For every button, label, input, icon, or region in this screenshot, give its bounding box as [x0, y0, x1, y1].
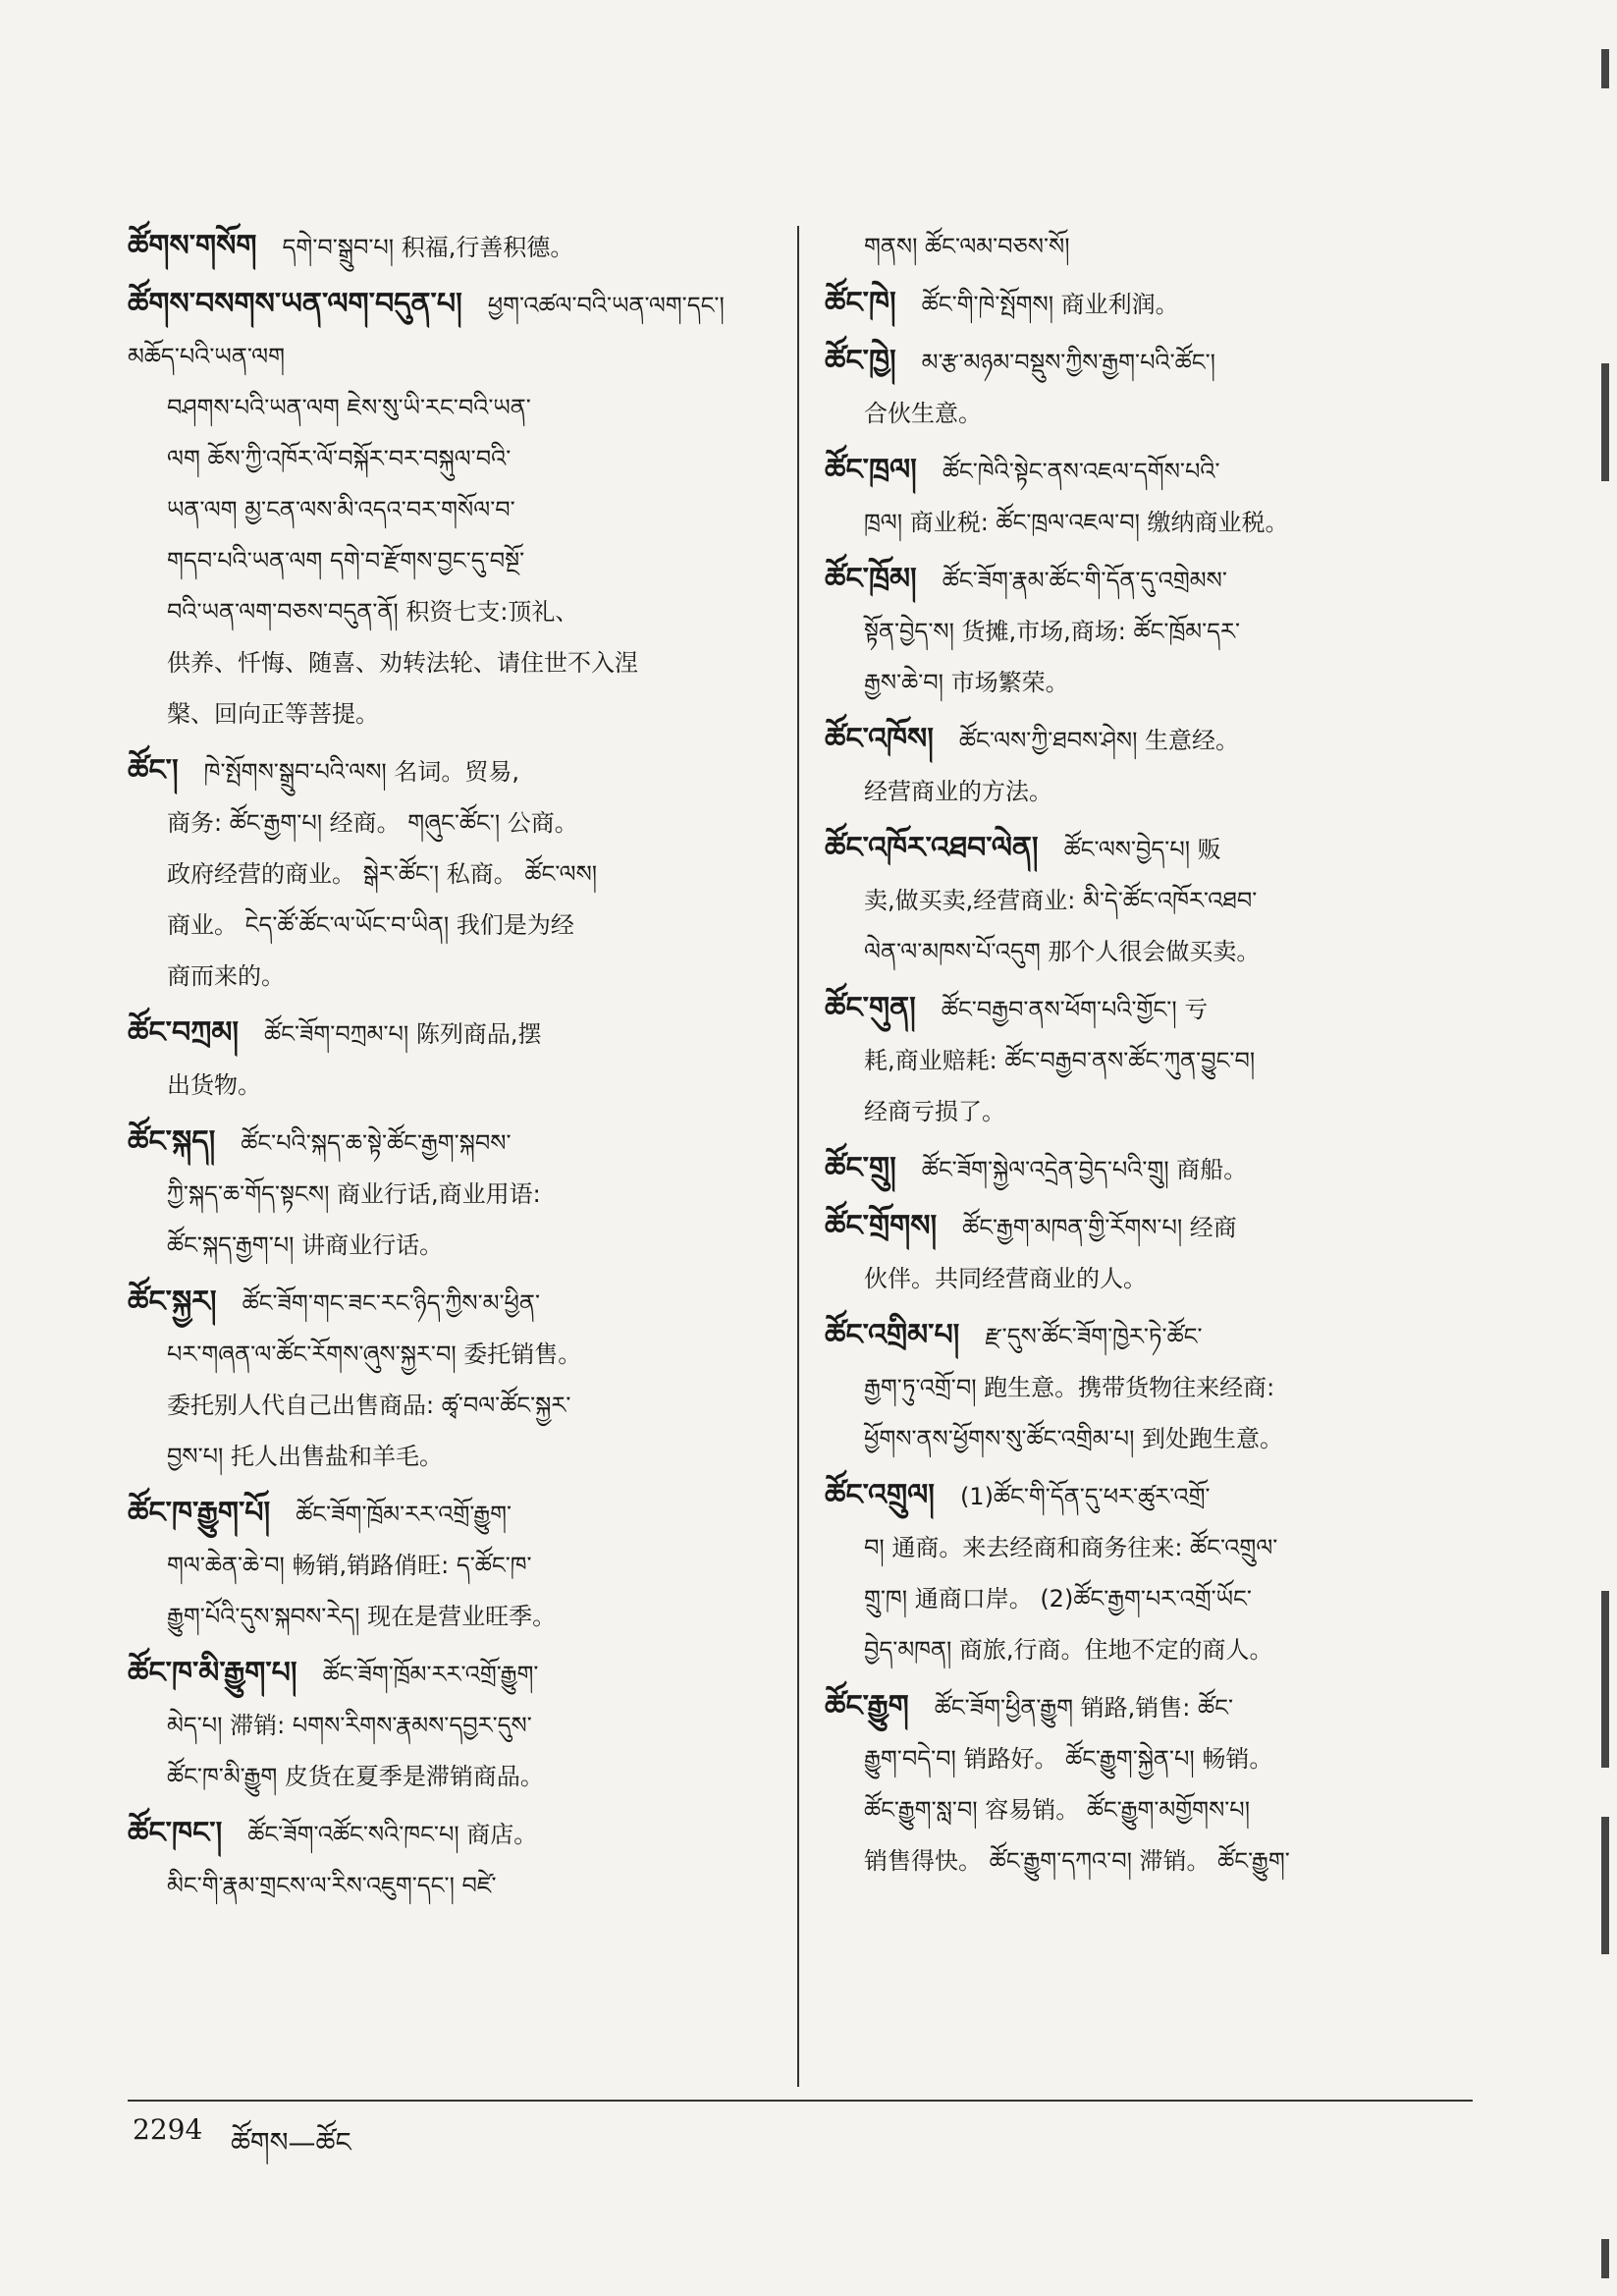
entry-text: རྒྱས་ཆེ་བ། 市场繁荣。	[864, 669, 1069, 696]
entry-line	[825, 657, 1453, 708]
entry-headword: ཚོང་འཁོར་འཐབ་ལེན།	[825, 831, 1039, 865]
dictionary-entry	[825, 983, 1453, 1137]
entry-text: ཁེ་སྤོགས་སྒྲུབ་པའི་ལས། 名词。贸易,	[203, 758, 519, 786]
entry-headword: ཚོང་ཁང་།	[128, 1816, 223, 1850]
entry-line	[128, 484, 756, 535]
entry-text: གདབ་པའི་ཡན་ལག དགེ་བ་རྫོགས་བྱང་དུ་བསྔོ་	[167, 547, 525, 574]
entry-text: ཚོང་ཟོག་རྣམ་ཚོང་གི་དོན་དུ་འགྲེམས་	[942, 567, 1227, 594]
dictionary-entry	[825, 1310, 1453, 1464]
entry-text: ལེན་ལ་མཁས་པོ་འདུག 那个人很会做买卖。	[864, 938, 1261, 965]
entry-headword: ཚོང་རྒྱུག	[825, 1689, 909, 1723]
entry-line	[825, 714, 1453, 766]
dictionary-entry	[128, 1277, 756, 1482]
entry-text: གལ་ཆེན་ཆེ་བ། 畅销,销路俏旺: ད་ཚོང་ཁ་	[167, 1552, 532, 1579]
entry-line	[128, 637, 756, 688]
column-divider	[797, 226, 799, 2087]
entry-line	[825, 1362, 1453, 1413]
entry-line	[128, 1860, 756, 1911]
entry-line	[128, 1060, 756, 1111]
entry-text: 经营商业的方法。	[864, 778, 1052, 805]
entry-text: 政府经营的商业。 སྒེར་ཚོང་། 私商。 ཚོང་ལས།	[167, 860, 598, 888]
entry-headword: ཚོང་ཁྱེ།	[825, 344, 896, 378]
entry-line	[128, 1540, 756, 1591]
entry-line	[128, 1591, 756, 1642]
entry-text: ཚོང་པའི་སྐད་ཆ་སྟེ་ཚོང་རྒྱག་སྐབས་	[241, 1129, 512, 1157]
entry-text: ཚོང་ཁེའི་སྟེང་ནས་འཇལ་དགོས་པའི་	[942, 458, 1220, 485]
entry-line	[825, 823, 1453, 875]
entry-line	[825, 1733, 1453, 1784]
entry-text: 卖,做买卖,经营商业: མི་དེ་ཚོང་འཁོར་འཐབ་	[864, 887, 1258, 914]
entry-text: ཚོང་ལས་བྱེད་པ། 贩	[1063, 836, 1221, 863]
entry-line	[825, 1035, 1453, 1086]
entry-text: ཚོང་ཟོག་བཀྲམ་པ། 陈列商品,摆	[264, 1020, 542, 1048]
entry-line	[128, 1220, 756, 1271]
entry-headword: ཚོང་ཁེ།	[825, 286, 896, 320]
entry-line	[128, 1751, 756, 1802]
dictionary-entry	[825, 714, 1453, 817]
dictionary-entry	[128, 1488, 756, 1642]
entry-line	[128, 382, 756, 433]
entry-line	[128, 1169, 756, 1220]
entry-line	[128, 688, 756, 739]
entry-line	[128, 221, 756, 273]
entry-line	[128, 1648, 756, 1700]
dictionary-entry	[825, 336, 1453, 439]
entry-text: 供养、忏悔、随喜、劝转法轮、请住世不入涅	[167, 649, 638, 677]
page-number: 2294	[133, 2113, 203, 2146]
entry-text: ཚོང་ཟོག་ཁྲོམ་རར་འགྲོ་རྒྱུག་	[322, 1661, 539, 1688]
entry-text: ཚོང་ཟོག་ཕྱིན་རྒྱུག 销路,销售: ཚོང་	[934, 1694, 1233, 1722]
dictionary-entry	[128, 221, 756, 273]
entry-line	[825, 606, 1453, 657]
entry-text: ཚོང་ཟོག་འཚོང་སའི་ཁང་པ། 商店。	[247, 1821, 538, 1848]
entry-text: 合伙生意。	[864, 400, 982, 427]
entry-line	[825, 1143, 1453, 1195]
entry-headword: ཚོང་ཁ་རྒྱུག་པོ།	[128, 1496, 271, 1530]
dictionary-entry	[128, 1008, 756, 1111]
entry-headword: ཚོང་སྐད།	[128, 1124, 216, 1159]
entry-line	[825, 983, 1453, 1035]
entry-headword: ཚོང་ཁ་མི་རྒྱུག་པ།	[128, 1656, 297, 1690]
dictionary-entry	[128, 1117, 756, 1271]
dictionary-entry	[825, 278, 1453, 330]
entry-text: ཚོང་རྒྱུག་སླ་བ། 容易销。 ཚོང་རྒྱུག་མགྱོགས་པ།	[864, 1796, 1251, 1824]
dictionary-entry	[825, 445, 1453, 548]
entry-line	[128, 1808, 756, 1860]
entry-line	[128, 433, 756, 484]
entry-text: ཁྲལ། 商业税: ཚོང་ཁྲལ་འཇལ་བ། 缴纳商业税。	[864, 509, 1289, 536]
entry-line	[128, 1329, 756, 1380]
entry-text: ཚོང་སྐད་རྒྱག་པ། 讲商业行话。	[167, 1231, 444, 1259]
entry-line	[128, 745, 756, 797]
entry-text: 商务: ཚོང་རྒྱག་པ། 经商。 གཞུང་ཚོང་། 公商。	[167, 809, 578, 837]
entry-text: དགེ་བ་སྒྲུབ་པ། 积福,行善积德。	[282, 234, 574, 261]
entry-line	[128, 848, 756, 900]
entry-headword: ཚོང་འགྲིམ་པ།	[825, 1318, 960, 1352]
right-column	[825, 221, 1453, 1892]
entry-line	[128, 1700, 756, 1751]
entry-text: ཕྱག་འཚལ་བའི་ཡན་ལག་དང་། མཆོད་པའི་ཡན་ལག	[128, 292, 725, 370]
entry-line	[825, 388, 1453, 439]
entry-text: པར་གཞན་ལ་ཚོང་རོགས་ཞུས་སྐྱར་བ། 委托销售。	[167, 1340, 582, 1368]
entry-line	[825, 1310, 1453, 1362]
entry-text: མ་རྩ་མཉམ་བསྡུས་ཀྱིས་རྒྱག་པའི་ཚོང་།	[921, 349, 1215, 376]
entry-text: ཚོང་བརྒྱབ་ནས་ཕོག་པའི་གྱོང་། 亏	[941, 996, 1209, 1023]
entry-text: བཤགས་པའི་ཡན་ལག ཇེས་སུ་ཡི་རང་བའི་ཡན་	[167, 394, 531, 421]
entry-line	[128, 1008, 756, 1060]
entry-line	[825, 926, 1453, 977]
entry-line	[128, 1380, 756, 1431]
dictionary-entry	[825, 1470, 1453, 1675]
entry-text: སྟོན་བྱེད་ས། 货摊,市场,商场: ཚོང་ཁྲོམ་དར་	[864, 618, 1241, 645]
entry-text: ཚོང་རྒྱག་མཁན་གྱི་རོགས་པ། 经商	[962, 1214, 1237, 1241]
entry-line	[128, 1488, 756, 1540]
entry-headword: ཚོགས་གསོག	[128, 229, 257, 263]
entry-text: 商业。 ངེད་ཚོ་ཚོང་ལ་ཡོང་བ་ཡིན། 我们是为经	[167, 911, 574, 939]
entry-headword: ཚོང་ཁྲལ།	[825, 453, 917, 487]
entry-text: ཚོང་གི་ཁེ་སྤོགས། 商业利润。	[921, 291, 1179, 318]
entry-text: བ། 通商。来去经商和商务往来: ཚོང་འགྲུལ་	[864, 1534, 1278, 1561]
entry-text: ཚོང་ཟོག་གང་ཟང་རང་ཉིད་ཀྱིས་མ་ཕྱིན་	[242, 1289, 540, 1317]
entry-text: 商而来的。	[167, 962, 285, 990]
entry-line	[825, 445, 1453, 497]
entry-headword: ཚོང་གྲུ།	[825, 1151, 896, 1185]
entry-line	[128, 1277, 756, 1329]
entry-headword: ཚོང་གྲོགས།	[825, 1209, 938, 1243]
entry-text: རྒྱུག་པོའི་དུས་སྐབས་རེད། 现在是营业旺季。	[167, 1603, 557, 1630]
entry-line	[128, 586, 756, 637]
dictionary-entry	[128, 745, 756, 1002]
entry-line	[825, 1835, 1453, 1886]
entry-text: 委托别人代自己出售商品: ཚྭ་བལ་ཚོང་སྐྱར་	[167, 1392, 571, 1419]
entry-line	[128, 279, 756, 382]
entry-headword: ཚོང་བཀྲམ།	[128, 1015, 240, 1050]
entry-headword: ཚོང་འཁོས།	[825, 722, 934, 756]
entry-text: ཀྱི་སྐད་ཆ་གོད་སྟངས། 商业行话,商业用语:	[167, 1180, 541, 1208]
entry-text: (1)ཚོང་གི་དོན་དུ་ཕར་ཚུར་འགྲོ་	[959, 1483, 1211, 1510]
left-column	[128, 221, 756, 1917]
entry-text: 伙伴。共同经营商业的人。	[864, 1265, 1147, 1292]
entry-text: ཡན་ལག མྱ་ངན་ལས་མི་འདའ་བར་གསོལ་བ་	[167, 496, 515, 523]
entry-line	[825, 221, 1453, 272]
dictionary-entry	[825, 1201, 1453, 1304]
entry-text: བྱས་པ། 托人出售盐和羊毛。	[167, 1443, 443, 1470]
entry-text: གྲུ་ཁ། 通商口岸。 (2)ཚོང་རྒྱག་པར་འགྲོ་ཡོང་	[864, 1585, 1252, 1613]
entry-line	[825, 336, 1453, 388]
entry-headword: ཚོང་གུན།	[825, 991, 916, 1025]
entry-text: བའི་ཡན་ལག་བཅས་བདུན་ནོ། 积资七支:顶礼、	[167, 598, 579, 626]
entry-text: ཚོང་ལས་ཀྱི་ཐབས་ཤེས། 生意经。	[958, 727, 1240, 754]
entry-text: རྒྱག་ཏུ་འགྲོ་བ། 跑生意。携带货物往来经商:	[864, 1374, 1275, 1401]
entry-line	[128, 900, 756, 951]
entry-line	[825, 1573, 1453, 1624]
entry-text: རྫ་དུས་ཚོང་ཟོག་ཁྱེར་ཏེ་ཚོང་	[985, 1323, 1203, 1350]
entry-headword: ཚོང་།	[128, 753, 179, 788]
entry-text: གནས། ཚོང་ལམ་བཅས་སོ།	[864, 233, 1070, 260]
entry-text: 经商亏损了。	[864, 1098, 1005, 1125]
dictionary-entry	[825, 1681, 1453, 1886]
entry-line	[825, 1413, 1453, 1464]
entry-headword: ཚོང་སྐྱར།	[128, 1285, 217, 1319]
running-head: ཚོགས—ཚོང	[231, 2126, 351, 2159]
entry-text: བྱེད་མཁན། 商旅,行商。住地不定的商人。	[864, 1636, 1273, 1664]
entry-text: མེད་པ། 滞销: པགས་རིགས་རྣམས་དབྱར་དུས་	[167, 1712, 532, 1739]
entry-line	[825, 875, 1453, 926]
dictionary-entry	[128, 1808, 756, 1911]
entry-line	[825, 1201, 1453, 1253]
entry-line	[825, 1681, 1453, 1733]
entry-line	[825, 1522, 1453, 1573]
entry-line	[128, 535, 756, 586]
entry-line	[825, 766, 1453, 817]
entry-text: ལག ཆོས་ཀྱི་འཁོར་ལོ་བསྐོར་བར་བསྐུལ་བའི་	[167, 445, 512, 472]
entry-line	[128, 1117, 756, 1169]
scan-margin-marks	[1588, 0, 1617, 2296]
entry-text: 销售得快。 ཚོང་རྒྱུག་དཀའ་བ། 滞销。 ཚོང་རྒྱུག་	[864, 1847, 1290, 1875]
entry-line	[128, 1431, 756, 1482]
entry-line	[825, 1784, 1453, 1835]
dictionary-entry	[825, 554, 1453, 708]
entry-line	[825, 1470, 1453, 1522]
dictionary-entry	[825, 221, 1453, 272]
dictionary-entry	[128, 1648, 756, 1802]
entry-text: 耗,商业赔耗: ཚོང་བརྒྱབ་ནས་ཚོང་ཀུན་བྱུང་བ།	[864, 1047, 1256, 1074]
entry-text: ཚོང་ཁ་མི་རྒྱུག 皮货在夏季是滞销商品。	[167, 1763, 544, 1790]
entry-headword: ཚོགས་བསགས་ཡན་ལག་བདུན་པ།	[128, 287, 462, 321]
entry-line	[825, 278, 1453, 330]
dictionary-entry	[128, 279, 756, 739]
entry-line	[825, 1253, 1453, 1304]
entry-text: ཕྱོགས་ནས་ཕྱོགས་སུ་ཚོང་འགྲིམ་པ། 到处跑生意。	[864, 1425, 1284, 1452]
entry-line	[825, 1624, 1453, 1675]
dictionary-entry	[825, 823, 1453, 977]
entry-line	[825, 497, 1453, 548]
entry-headword: ཚོང་འགྲུལ།	[825, 1478, 935, 1512]
entry-line	[825, 554, 1453, 606]
entry-line	[128, 951, 756, 1002]
dictionary-entry	[825, 1143, 1453, 1195]
entry-text: རྒྱུག་བདེ་བ། 销路好。 ཚོང་རྒྱུག་སྐྱེན་པ། 畅销。	[864, 1745, 1273, 1773]
entry-text: ཚོང་ཟོག་ཁྲོམ་རར་འགྲོ་རྒྱུག་	[296, 1501, 512, 1528]
entry-text: ཚོང་ཟོག་སྐྱེལ་འདྲེན་བྱེད་པའི་གྲུ། 商船。	[921, 1156, 1248, 1183]
entry-text: 出货物。	[167, 1071, 261, 1099]
entry-line	[128, 797, 756, 848]
entry-line	[825, 1086, 1453, 1137]
footer-rule	[128, 2100, 1473, 2102]
entry-text: མིང་གི་རྣམ་གྲངས་ལ་རིས་འཇུག་དང་། བཛེ་	[167, 1872, 497, 1899]
entry-headword: ཚོང་ཁྲོམ།	[825, 562, 917, 596]
entry-text: 槃、回向正等菩提。	[167, 700, 379, 728]
